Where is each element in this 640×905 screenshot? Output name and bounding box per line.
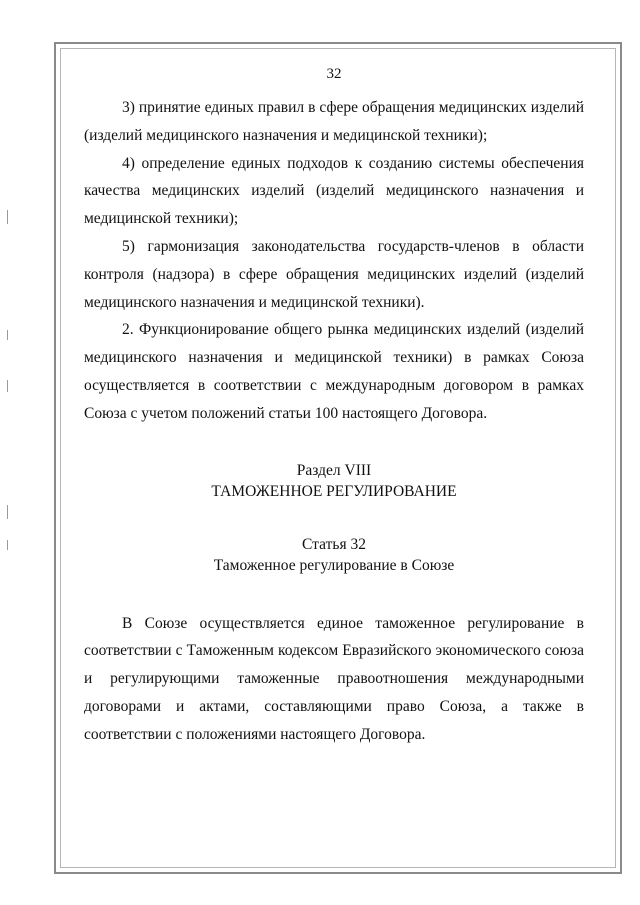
scan-mark — [7, 505, 8, 519]
scan-mark — [7, 380, 8, 392]
section-title: ТАМОЖЕННОЕ РЕГУЛИРОВАНИЕ — [211, 482, 457, 500]
clause-2: 2. Функционирование общего рынка медицинских изделий (изделий медицинского назначения и медицинской техники) в рамках Союза осуществляется в соответствии с международным договором в рамках Союза с учетом положений статьи 100 настоящего Договора. — [84, 321, 584, 422]
article-heading — [84, 534, 584, 576]
scan-mark — [7, 330, 8, 340]
scan-mark — [7, 540, 8, 550]
article-title: Таможенное регулирование в Союзе — [213, 556, 455, 574]
document-body — [84, 64, 584, 749]
list-item-4: 4) определение единых подходов к созданию системы обеспечения качества медицинских изделий (изделий медицинского назначения и медицинской техники); — [84, 154, 584, 228]
list-item-5: 5) гармонизация законодательства государств-членов в области контроля (надзора) в сфере обращения медицинских изделий (изделий медицинского назначения и медицинской техники). — [84, 237, 584, 311]
article-text: В Союзе осуществляется единое таможенное регулирование в соответствии с Таможенным кодексом Евразийского экономического союза и регулирующими таможенные правоотношения международными договорами и актами, составляющими право Союза, а также в соответствии с положениями настоящего Договора. — [84, 614, 584, 743]
section-heading — [84, 460, 584, 502]
list-item-3: 3) принятие единых правил в сфере обращения медицинских изделий (изделий медицинского назначения и медицинской техники); — [84, 99, 584, 144]
page-number: 32 — [326, 66, 342, 82]
article-label: Статья 32 — [302, 535, 366, 553]
scan-mark — [7, 210, 8, 224]
section-label: Раздел VIII — [296, 461, 372, 479]
